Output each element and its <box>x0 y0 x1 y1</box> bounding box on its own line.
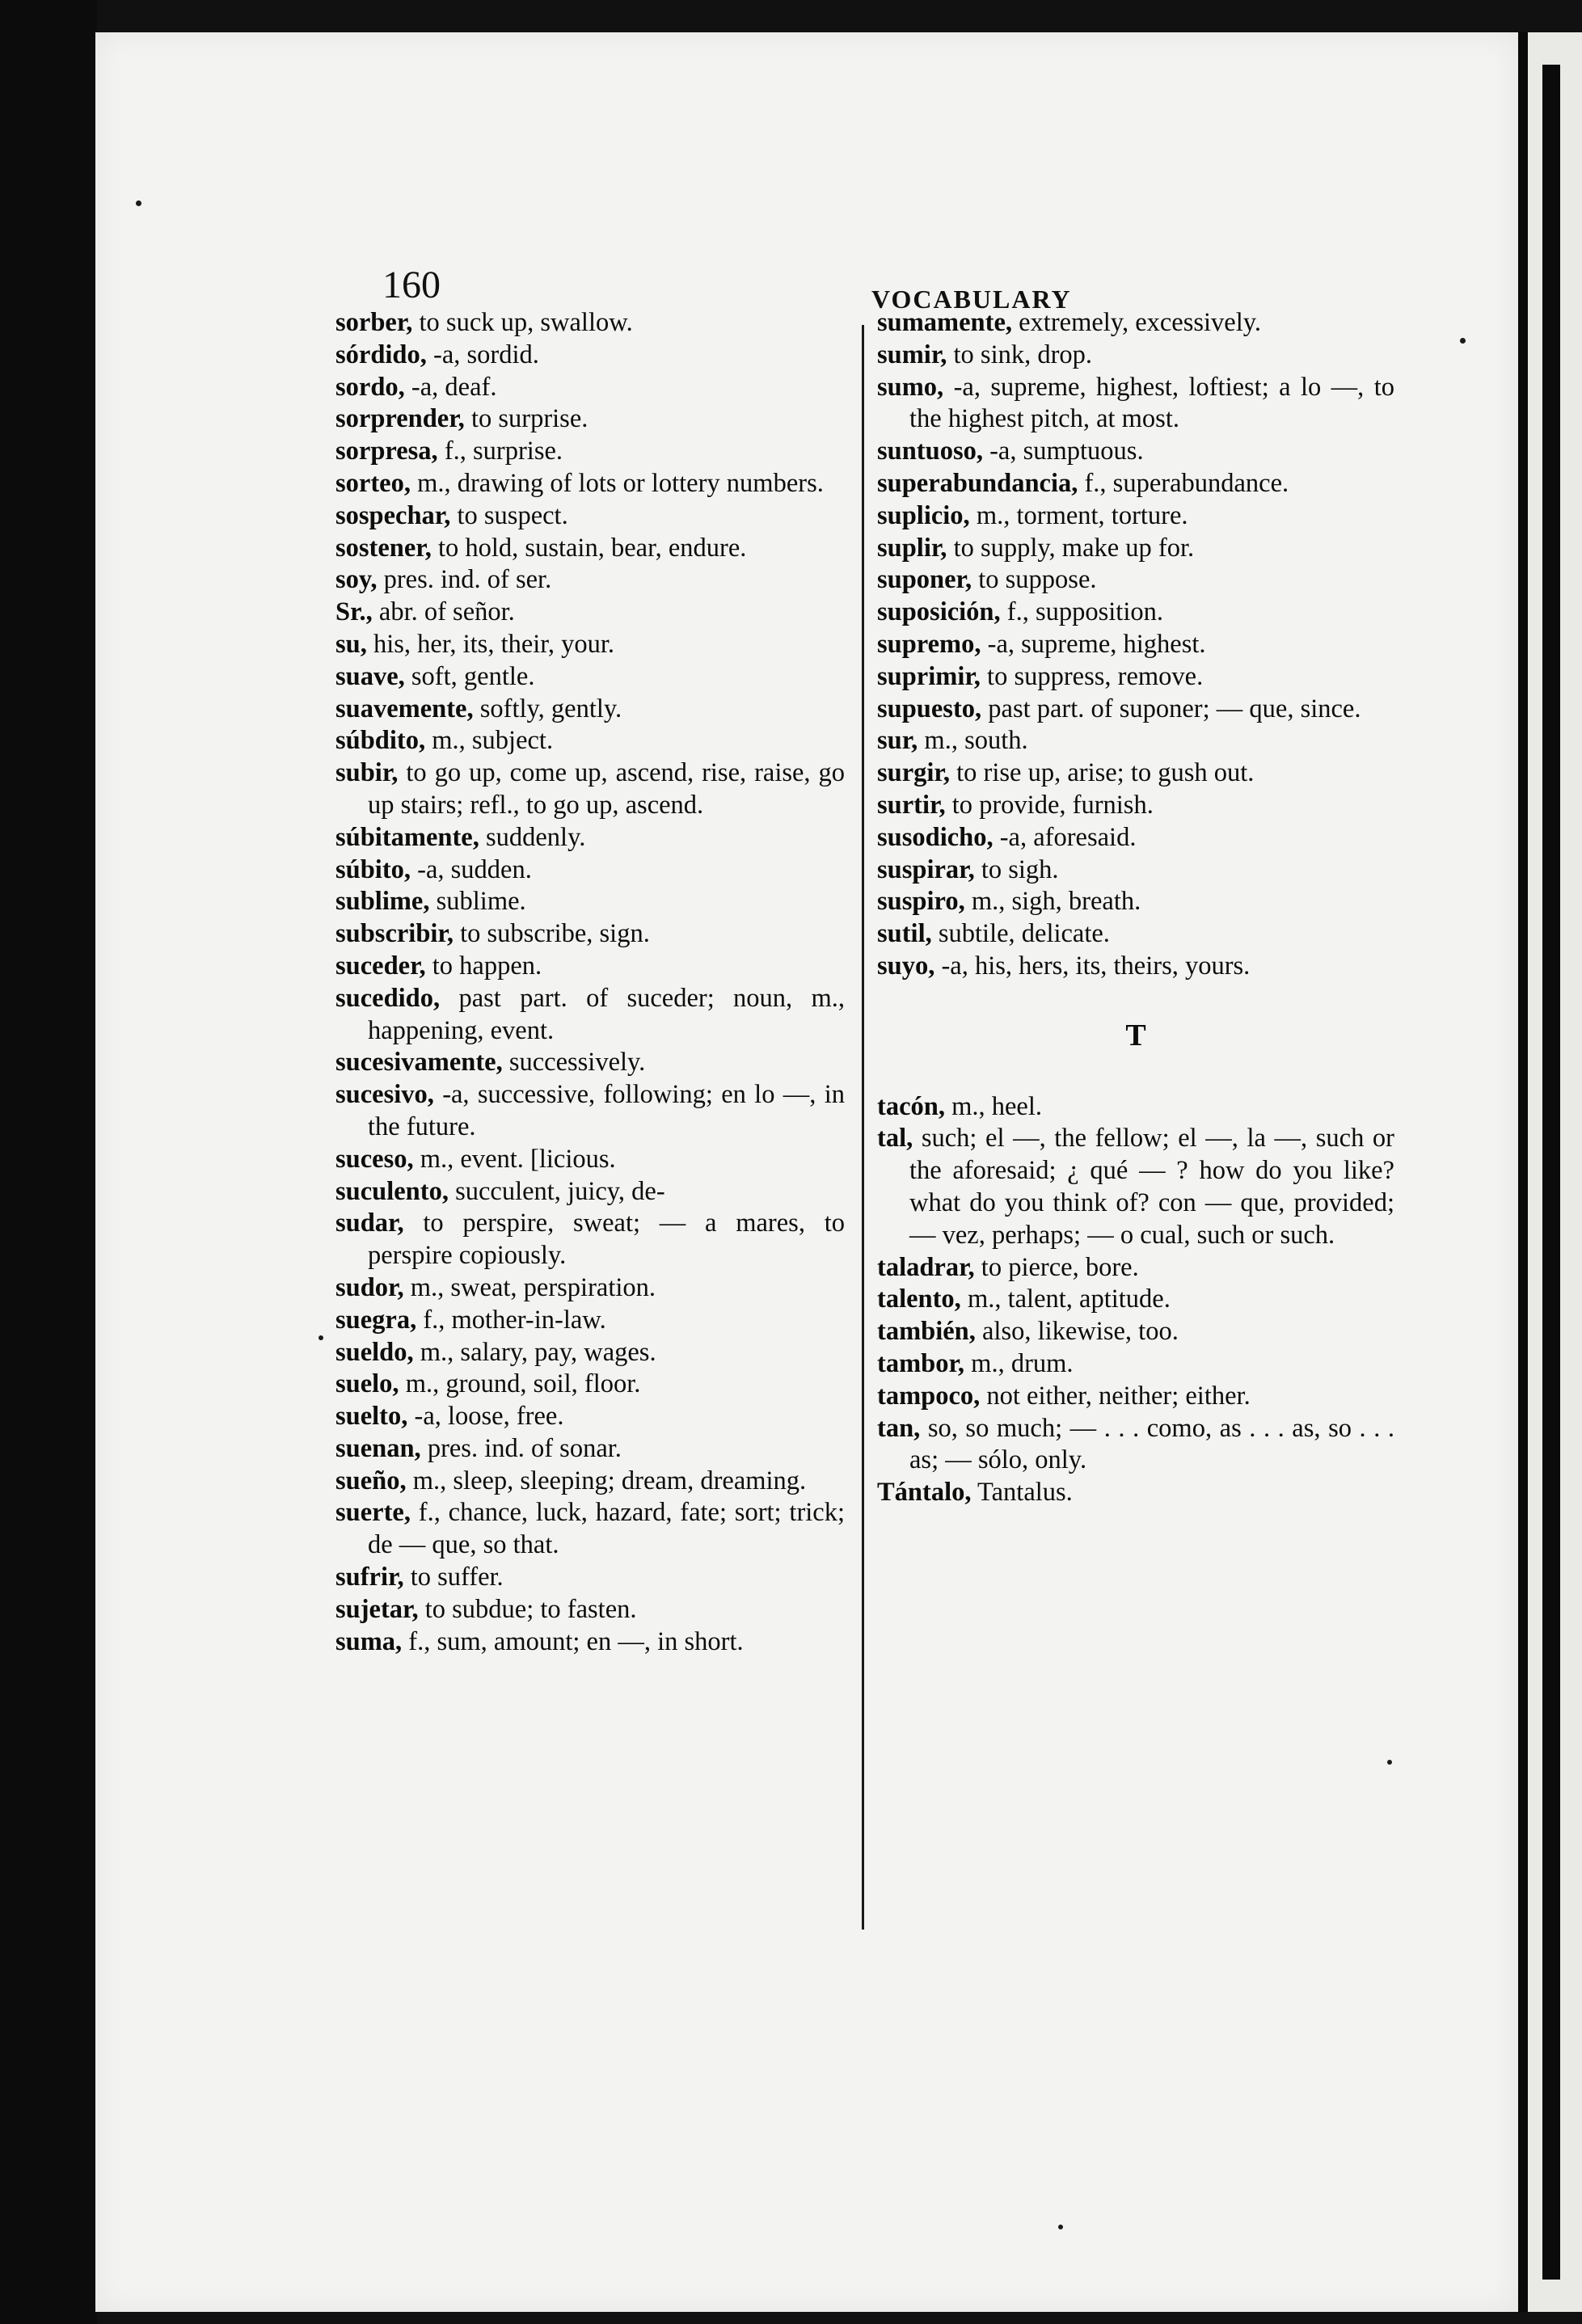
vocab-entry <box>335 403 845 436</box>
entry-definition: subtile, delicate. <box>938 919 1110 949</box>
entry-headword: suceder, <box>335 951 426 981</box>
entry-definition: m., torment, torture. <box>976 500 1188 530</box>
entry-definition: so, so much; — . . . como, as . . . as, so . . . as; — sólo, only. <box>909 1413 1395 1475</box>
vocab-entry <box>335 757 845 822</box>
entry-headword: surgir, <box>877 758 950 788</box>
entry-definition: m., subject. <box>432 726 554 756</box>
vocab-entry <box>335 694 845 726</box>
vocab-entry <box>335 1401 845 1433</box>
vocab-entry <box>335 1433 845 1466</box>
vocab-entry <box>335 822 845 854</box>
entry-definition: f., mother-in-law. <box>423 1305 606 1335</box>
entry-definition: to provide, furnish. <box>951 790 1154 820</box>
vocab-entry <box>335 372 845 404</box>
entry-headword: sueño, <box>335 1466 407 1495</box>
entry-definition: pres. ind. of ser. <box>383 565 552 595</box>
entry-definition: successively. <box>508 1048 646 1078</box>
entry-headword: sucesivo, <box>335 1080 434 1110</box>
column-rule <box>862 325 864 1930</box>
vocab-entry <box>877 1381 1394 1413</box>
scan-speck <box>1460 338 1466 344</box>
vocab-entry <box>335 1562 845 1594</box>
entry-definition: f., surprise. <box>444 437 563 466</box>
entry-headword: sordo, <box>335 372 405 402</box>
scan-margin-left <box>0 0 97 2324</box>
entry-definition: to hold, sustain, bear, endure. <box>438 533 747 563</box>
entry-definition: past part. of suponer; — que, since. <box>988 694 1361 723</box>
entry-headword: sudor, <box>335 1272 404 1302</box>
entry-headword: sujetar, <box>335 1594 419 1624</box>
vocab-entry <box>335 533 845 565</box>
entry-definition: to suppress, remove. <box>987 661 1204 691</box>
vocab-entry <box>335 1305 845 1337</box>
entry-definition: softly, gently. <box>479 694 622 723</box>
entry-definition: not either, neither; either. <box>986 1381 1251 1411</box>
vocab-entry <box>335 1272 845 1305</box>
left-column <box>335 307 845 1658</box>
vocab-entry <box>335 1079 845 1144</box>
entry-headword: Sr., <box>335 597 373 627</box>
entry-headword: sucedido, <box>335 983 441 1013</box>
entry-headword: subscribir, <box>335 919 454 949</box>
entry-headword: suculento, <box>335 1176 449 1206</box>
vocab-entry <box>877 500 1394 533</box>
entry-definition: to suck up, swallow. <box>419 308 633 337</box>
vocab-entry <box>877 1284 1394 1316</box>
entry-headword: súbito, <box>335 854 411 884</box>
entry-definition: to pierce, bore. <box>981 1252 1139 1282</box>
vocab-entry <box>877 725 1394 757</box>
entry-definition: suddenly. <box>485 822 586 852</box>
entry-headword: sutil, <box>877 919 932 949</box>
vocab-entry <box>335 983 845 1048</box>
entry-headword: suenan, <box>335 1433 421 1463</box>
entry-headword: sufrir, <box>335 1563 404 1592</box>
vocab-entry <box>877 533 1394 565</box>
entry-headword: suposición, <box>877 597 1001 627</box>
entry-headword: sudar, <box>335 1208 404 1238</box>
entry-definition: m., heel. <box>951 1091 1042 1121</box>
entry-headword: sueldo, <box>335 1337 414 1367</box>
entry-headword: suponer, <box>877 565 972 595</box>
entry-definition: to subdue; to fasten. <box>424 1594 637 1624</box>
entry-headword: suelto, <box>335 1402 408 1432</box>
entry-headword: sucesivamente, <box>335 1048 503 1078</box>
entry-definition: -a, sumptuous. <box>989 437 1144 466</box>
entry-headword: sorprender, <box>335 404 465 434</box>
vocab-entry <box>877 436 1394 468</box>
entry-definition: to go up, come up, ascend, rise, raise, go up stairs; refl., to go up, ascend. <box>368 758 846 820</box>
entry-headword: supremo, <box>877 629 981 659</box>
page-edge <box>1518 32 1528 2312</box>
entry-headword: suerte, <box>335 1498 411 1528</box>
vocab-entry <box>877 1348 1394 1381</box>
scan-speck <box>1058 2225 1063 2229</box>
right-column-s-entries <box>877 307 1394 983</box>
entry-definition: -a, successive, following; en lo —, in the future. <box>368 1080 845 1141</box>
vocab-entry <box>877 372 1394 437</box>
entry-headword: suspiro, <box>877 887 965 917</box>
entry-definition: f., sum, amount; en —, in short. <box>408 1626 744 1656</box>
entry-headword: suelo, <box>335 1369 399 1399</box>
scan-speck <box>1387 1760 1392 1765</box>
entry-headword: tal, <box>877 1124 913 1154</box>
vocab-entry <box>877 694 1394 726</box>
vocab-entry <box>877 1413 1394 1478</box>
vocab-entry <box>335 951 845 983</box>
vocab-entry <box>335 1208 845 1272</box>
vocab-entry <box>877 757 1394 790</box>
vocab-entry <box>335 500 845 533</box>
entry-definition: m., sigh, breath. <box>971 887 1141 917</box>
vocab-entry <box>877 1091 1394 1124</box>
entry-definition: m., drawing of lots or lottery numbers. <box>417 468 824 498</box>
entry-headword: también, <box>877 1317 976 1347</box>
entry-definition: m., sleep, sleeping; dream, dreaming. <box>412 1466 807 1495</box>
entry-definition: to suffer. <box>410 1563 504 1592</box>
entry-headword: suavemente, <box>335 694 474 723</box>
entry-definition: m., salary, pay, wages. <box>420 1337 656 1367</box>
entry-headword: suegra, <box>335 1305 417 1335</box>
vocab-entry <box>335 1466 845 1498</box>
entry-headword: súbdito, <box>335 726 426 756</box>
vocab-entry <box>877 1252 1394 1284</box>
entry-definition: m., sweat, perspiration. <box>410 1272 656 1302</box>
right-column <box>877 307 1394 1509</box>
entry-definition: to perspire, sweat; — a mares, to perspire copiously. <box>368 1208 845 1271</box>
entry-headword: sorber, <box>335 308 413 337</box>
entry-headword: susodicho, <box>877 822 993 852</box>
entry-headword: sur, <box>877 726 918 756</box>
entry-headword: sumo, <box>877 372 944 402</box>
vocab-entry <box>877 597 1394 629</box>
entry-headword: suyo, <box>877 951 935 981</box>
entry-definition: to subscribe, sign. <box>460 919 650 949</box>
entry-definition: sublime. <box>436 887 526 917</box>
entry-headword: sorteo, <box>335 468 411 498</box>
page-number: 160 <box>382 264 441 306</box>
scan-speck <box>136 200 141 206</box>
right-column-t-entries <box>877 1091 1394 1509</box>
entry-definition: -a, supreme, highest. <box>987 629 1206 659</box>
entry-definition: -a, his, hers, its, theirs, yours. <box>941 951 1251 981</box>
entry-definition: m., event. [licious. <box>420 1144 616 1174</box>
vocab-entry <box>335 1626 845 1659</box>
entry-headword: tan, <box>877 1413 921 1443</box>
entry-definition: m., ground, soil, floor. <box>405 1369 641 1399</box>
vocab-entry <box>877 1123 1394 1251</box>
vocab-entry <box>335 468 845 500</box>
vocab-entry <box>335 1369 845 1401</box>
vocab-entry <box>877 564 1394 597</box>
vocab-entry <box>335 597 845 629</box>
entry-definition: such; el —, the fellow; el —, la —, such or the aforesaid; ¿ qué — ? how do you like? what do you think of? con — que, provided; — vez, perhaps; — o cual, such or such. <box>909 1124 1394 1250</box>
vocab-entry <box>877 951 1394 983</box>
scan-speck <box>319 1335 323 1340</box>
entry-definition: pres. ind. of sonar. <box>427 1433 622 1463</box>
entry-headword: Tántalo, <box>877 1478 972 1508</box>
entry-headword: talento, <box>877 1284 961 1314</box>
entry-headword: suave, <box>335 661 405 691</box>
entry-headword: subir, <box>335 758 399 788</box>
entry-headword: sumir, <box>877 340 947 369</box>
vocab-entry <box>877 661 1394 694</box>
entry-headword: sumamente, <box>877 308 1012 337</box>
vocab-entry <box>335 436 845 468</box>
entry-headword: tacón, <box>877 1091 945 1121</box>
entry-definition: abr. of señor. <box>378 597 515 627</box>
entry-definition: -a, deaf. <box>411 372 497 402</box>
entry-definition: -a, loose, free. <box>414 1402 564 1432</box>
vocab-entry <box>877 790 1394 822</box>
entry-headword: suntuoso, <box>877 437 983 466</box>
entry-headword: sospechar, <box>335 500 451 530</box>
entry-headword: suma, <box>335 1626 403 1656</box>
entry-headword: surtir, <box>877 790 946 820</box>
entry-definition: his, her, its, their, your. <box>373 629 614 659</box>
vocab-entry <box>335 340 845 372</box>
section-letter: T <box>1125 1018 1146 1052</box>
vocab-entry <box>877 629 1394 661</box>
entry-definition: Tantalus. <box>977 1478 1073 1508</box>
entry-headword: supuesto, <box>877 694 982 723</box>
entry-headword: soy, <box>335 565 378 595</box>
entry-definition: m., drum. <box>971 1348 1074 1378</box>
vocab-entry <box>335 1144 845 1176</box>
vocab-entry <box>877 822 1394 854</box>
entry-definition: f., superabundance. <box>1084 468 1289 498</box>
vocab-entry <box>877 1316 1394 1348</box>
vocab-entry <box>877 854 1394 887</box>
entry-definition: past part. of suceder; noun, m., happening, event. <box>368 983 845 1045</box>
entry-definition: succulent, juicy, de- <box>455 1176 665 1206</box>
entry-headword: tampoco, <box>877 1381 981 1411</box>
entry-definition: f., supposition. <box>1006 597 1163 627</box>
entry-definition: extremely, excessively. <box>1019 308 1262 337</box>
entry-definition: soft, gentle. <box>411 661 535 691</box>
entry-definition: to rise up, arise; to gush out. <box>956 758 1255 788</box>
vocab-entry <box>335 725 845 757</box>
running-head: VOCABULARY <box>871 285 1072 314</box>
entry-headword: suplicio, <box>877 500 970 530</box>
entry-headword: superabundancia, <box>877 468 1078 498</box>
scan-margin-right <box>1528 32 1582 2312</box>
entry-definition: to sink, drop. <box>953 340 1093 369</box>
entry-definition: -a, sordid. <box>433 340 539 369</box>
vocab-entry <box>877 340 1394 372</box>
vocab-entry <box>335 886 845 918</box>
entry-definition: to sigh. <box>981 854 1059 884</box>
entry-definition: to supply, make up for. <box>953 533 1195 563</box>
vocab-entry <box>335 564 845 597</box>
vocab-entry <box>335 1497 845 1562</box>
vocab-entry <box>877 307 1394 340</box>
entry-definition: to suppose. <box>978 565 1097 595</box>
entry-headword: sórdido, <box>335 340 427 369</box>
vocab-entry <box>335 1594 845 1626</box>
entry-definition: -a, sudden. <box>417 854 532 884</box>
vocab-entry <box>877 468 1394 500</box>
vocab-entry <box>877 918 1394 951</box>
vocab-entry <box>335 1337 845 1369</box>
entry-definition: also, likewise, too. <box>982 1317 1179 1347</box>
vocab-entry <box>335 629 845 661</box>
entry-headword: súbitamente, <box>335 822 479 852</box>
vocab-entry <box>335 918 845 951</box>
entry-definition: f., chance, luck, hazard, fate; sort; trick; de — que, so that. <box>368 1498 845 1560</box>
entry-headword: suspirar, <box>877 854 975 884</box>
vocab-entry <box>335 1047 845 1079</box>
entry-definition: to suspect. <box>457 500 568 530</box>
vocab-entry <box>335 307 845 340</box>
entry-definition: -a, supreme, highest, loftiest; a lo —, to the highest pitch, at most. <box>909 372 1394 434</box>
vocab-entry <box>335 661 845 694</box>
entry-headword: sublime, <box>335 887 430 917</box>
entry-definition: to happen. <box>432 951 542 981</box>
entry-headword: sostener, <box>335 533 432 563</box>
entry-headword: suprimir, <box>877 661 981 691</box>
vocab-entry <box>877 1477 1394 1509</box>
entry-definition: m., south. <box>924 726 1028 756</box>
entry-headword: tambor, <box>877 1348 965 1378</box>
entry-headword: su, <box>335 629 367 659</box>
vocab-entry <box>877 886 1394 918</box>
entry-definition: -a, aforesaid. <box>999 822 1137 852</box>
vocab-entry <box>335 854 845 887</box>
entry-definition: to surprise. <box>470 404 589 434</box>
entry-headword: suplir, <box>877 533 947 563</box>
entry-headword: suceso, <box>335 1144 414 1174</box>
vocab-entry <box>335 1176 845 1208</box>
entry-headword: sorpresa, <box>335 437 438 466</box>
entry-headword: taladrar, <box>877 1252 975 1282</box>
entry-definition: m., talent, aptitude. <box>967 1284 1171 1314</box>
